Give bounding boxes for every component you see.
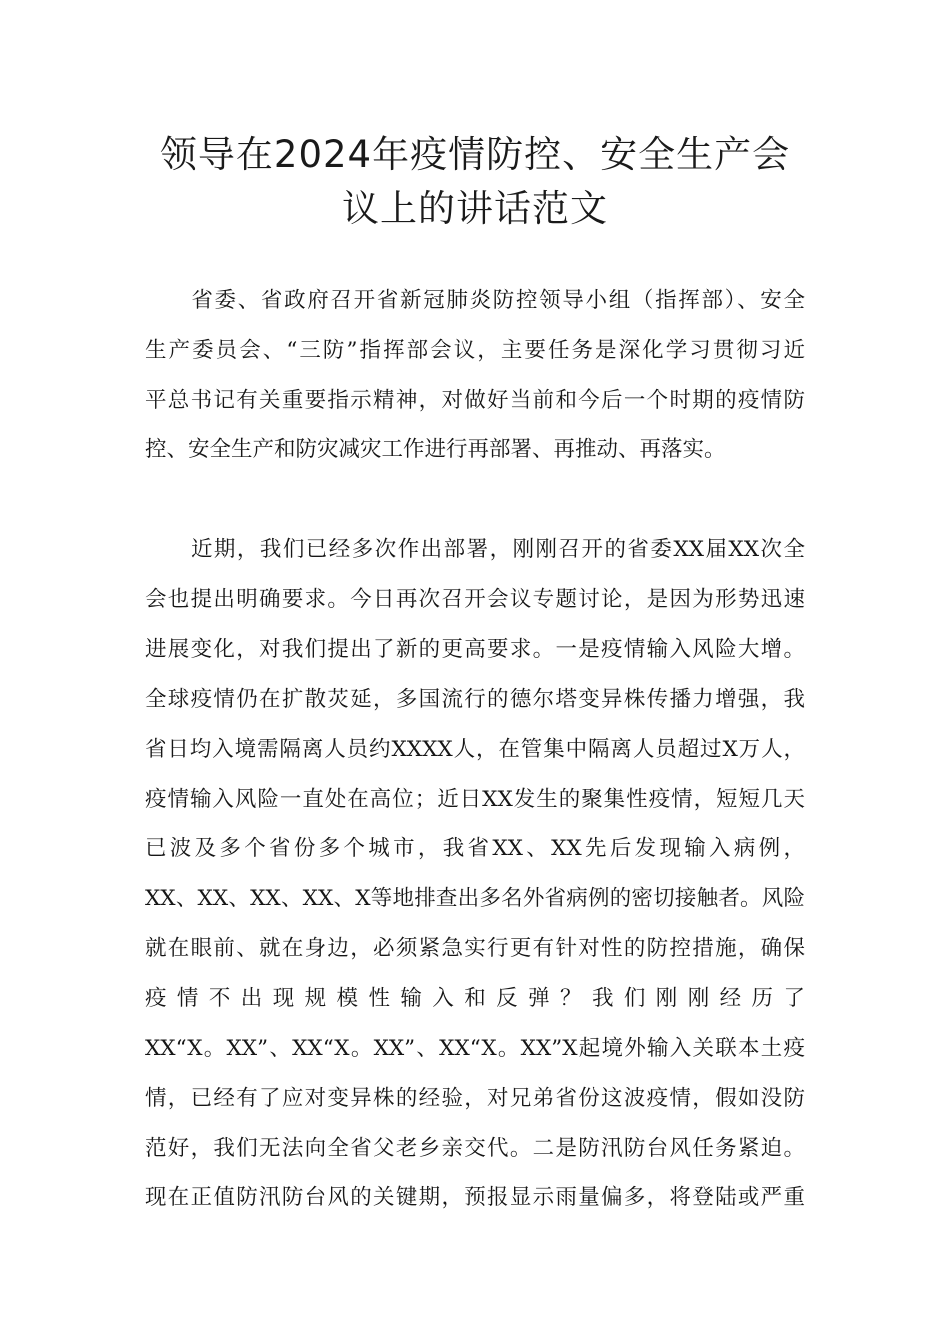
paragraph-line: 控、安全生产和防灾减灾工作进行再部署、再推动、再落实。	[145, 437, 726, 462]
paragraph-line: 平总书记有关重要指示精神，对做好当前和今后一个时期的疫情防	[145, 388, 805, 413]
paragraph-line: 会也提出明确要求。今日再次召开会议专题讨论，是因为形势迅速	[145, 587, 805, 612]
document-title-line-2: 议上的讲话范文	[342, 187, 608, 230]
paragraph-line: 进展变化，对我们提出了新的更高要求。一是疫情输入风险大增。	[145, 637, 805, 662]
document-title-line-1: 领导在2024年疫情防控、安全生产会	[159, 133, 791, 176]
paragraph-line: 省日均入境需隔离人员约XXXX人，在管集中隔离人员超过X万人，	[145, 737, 805, 762]
paragraph-line: 就在眼前、就在身边，必须紧急实行更有针对性的防控措施，确保	[145, 936, 805, 961]
paragraph-line: 生产委员会、“三防”指挥部会议，主要任务是深化学习贯彻习近	[145, 338, 805, 363]
paragraph-line: 已波及多个省份多个城市，我省XX、XX先后发现输入病例，	[145, 836, 805, 861]
paragraph-line: 全球疫情仍在扩散苂延，多国流行的德尔塔变异株传播力增强，我	[145, 687, 805, 712]
paragraph-line: XX“X。XX”、XX“X。XX”、XX“X。XX”X起境外输入关联本土疫	[145, 1036, 805, 1061]
paragraph-line: XX、XX、XX、XX、X等地排查出多名外省病例的密切接触者。风险	[145, 886, 805, 911]
paragraph-line: 情，已经有了应对变异株的经验，对兄弟省份这波疫情，假如没防	[145, 1086, 805, 1111]
paragraph-line: 疫情不出现规模性输入和反弹？我们刚刚经历了	[145, 986, 805, 1011]
paragraph-line: 近期，我们已经多次作出部署，刚刚召开的省委XX届XX次全	[145, 537, 805, 562]
paragraph-line: 现在正值防汛防台风的关键期，预报显示雨量偏多，将登陆或严重	[145, 1185, 805, 1210]
paragraph-line: 省委、省政府召开省新冠肺炎防控领导小组（指挥部）、安全	[145, 288, 805, 313]
paragraph-line: 疫情输入风险一直处在高位；近日XX发生的聚集性疫情，短短几天	[145, 787, 805, 812]
paragraph-line: 范好，我们无法向全省父老乡亲交代。二是防汛防台风任务紧迫。	[145, 1136, 805, 1161]
